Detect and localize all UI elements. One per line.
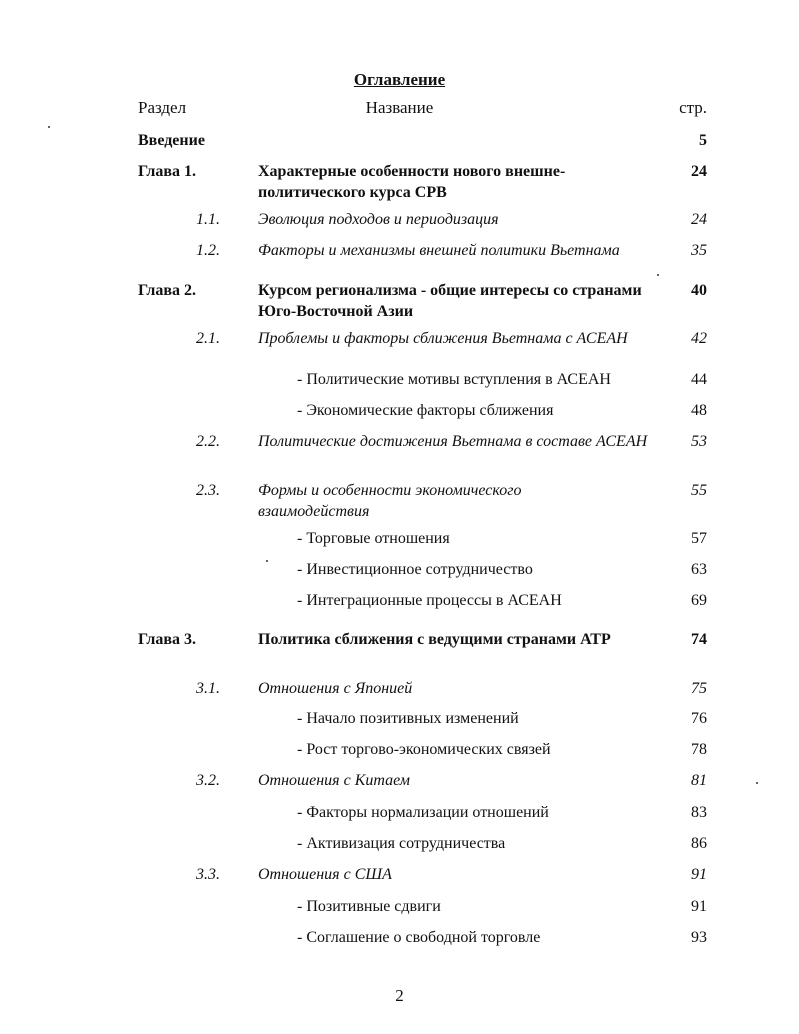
entry-page: 63: [691, 561, 707, 578]
entry-number: Глава 1.: [138, 163, 196, 180]
entry-page: 91: [691, 898, 707, 915]
entry-page: 93: [691, 929, 707, 946]
entry-page: 24: [691, 211, 707, 228]
header-page-label: стр.: [679, 98, 707, 117]
entry-number: Глава 3.: [138, 631, 196, 648]
entry-text: - Активизация сотрудничества: [297, 835, 506, 852]
entry-number: 3.3.: [196, 866, 220, 883]
entry-page: 81: [691, 772, 707, 789]
entry-text: Факторы и механизмы внешней политики Вьетнама: [258, 242, 620, 259]
entry-page: 44: [691, 371, 707, 388]
entry-page: 40: [691, 282, 707, 299]
entry-text: - Интеграционные процессы в АСЕАН: [297, 592, 562, 609]
entry-text: - Торговые отношения: [297, 530, 450, 547]
entry-text: Эволюция подходов и периодизация: [258, 211, 499, 228]
entry-number: 1.2.: [196, 242, 220, 259]
entry-page: 83: [691, 804, 707, 821]
entry-page: 5: [699, 132, 707, 149]
entry-page: 42: [691, 330, 707, 347]
entry-page: 76: [691, 710, 707, 727]
page-number: 2: [395, 986, 404, 1005]
scan-speck: [266, 560, 268, 562]
toc-title: Оглавление: [353, 70, 446, 89]
entry-page: 24: [691, 163, 707, 180]
entry-page: 53: [691, 433, 707, 450]
entry-page: 55: [691, 482, 707, 499]
entry-number: 2.2.: [196, 433, 220, 450]
entry-text: - Рост торгово-экономических связей: [297, 741, 551, 758]
entry-text: - Позитивные сдвиги: [297, 898, 441, 915]
entry-page: 35: [691, 242, 707, 259]
entry-page: 57: [691, 530, 707, 547]
entry-text: Политические достижения Вьетнама в составе АСЕАН: [258, 433, 648, 450]
entry-text: - Инвестиционное сотрудничество: [297, 561, 533, 578]
entry-text: Курсом регионализма - общие интересы со странами Юго-Восточной Азии: [258, 282, 642, 320]
entry-number: 1.1.: [196, 211, 220, 228]
entry-page: 69: [691, 592, 707, 609]
entry-number: 2.3.: [196, 482, 220, 499]
entry-page: 86: [691, 835, 707, 852]
entry-page: 75: [691, 680, 707, 697]
entry-page: 78: [691, 741, 707, 758]
entry-number: Глава 2.: [138, 282, 196, 299]
header-name-label: Название: [365, 98, 434, 117]
entry-number: 2.1.: [196, 330, 220, 347]
scan-speck: [657, 274, 659, 276]
entry-text: - Экономические факторы сближения: [297, 402, 554, 419]
entry-text: Отношения с Китаем: [258, 772, 410, 789]
entry-text: Политика сближения с ведущими странами АТР: [258, 631, 611, 648]
entry-text: Характерные особенности нового внешне-политического курса СРВ: [258, 163, 566, 201]
entry-number: 3.2.: [196, 772, 220, 789]
entry-number: 3.1.: [196, 680, 220, 697]
entry-text: Отношения с США: [258, 866, 392, 883]
entry-page: 74: [691, 631, 707, 648]
entry-text: - Соглашение о свободной торговле: [297, 929, 541, 946]
entry-page: 91: [691, 866, 707, 883]
scan-speck: [756, 782, 758, 784]
entry-number: Введение: [138, 132, 205, 149]
entry-text: - Политические мотивы вступления в АСЕАН: [297, 371, 611, 388]
entry-text: Формы и особенности экономического взаимодействия: [258, 482, 522, 520]
header-section-label: Раздел: [138, 98, 187, 117]
entry-text: - Факторы нормализации отношений: [297, 804, 549, 821]
entry-page: 48: [691, 402, 707, 419]
entry-text: Отношения с Японией: [258, 680, 413, 697]
entry-text: Проблемы и факторы сближения Вьетнама с АСЕАН: [258, 330, 628, 347]
entry-text: - Начало позитивных изменений: [297, 710, 519, 727]
scan-speck: [48, 126, 50, 128]
